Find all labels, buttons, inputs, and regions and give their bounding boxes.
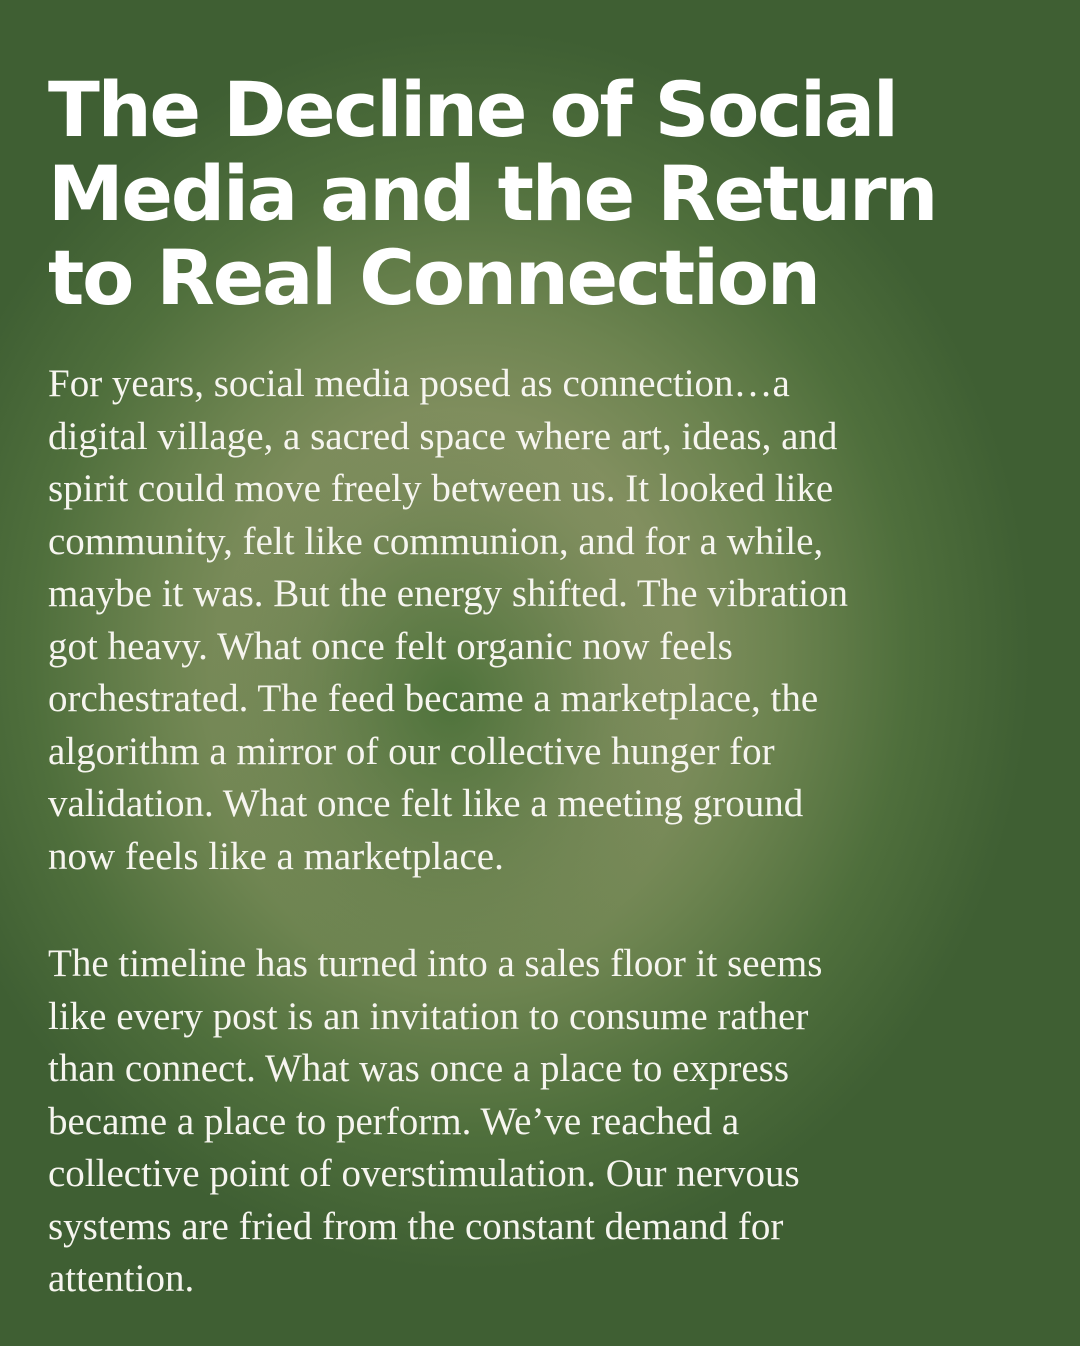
body-line: got heavy. What once felt organic now feels: [48, 624, 733, 668]
body-paragraph-2: [48, 938, 1048, 1306]
body-line: attention.: [48, 1257, 195, 1300]
title-line: Media and the Return: [48, 149, 937, 238]
body-line: The timeline has turned into a sales floor it seems: [48, 942, 823, 985]
body-paragraph-1: [48, 358, 1048, 883]
body-line: collective point of overstimulation. Our nervous: [48, 1152, 800, 1195]
body-line: For years, social media posed as connection…a: [48, 362, 790, 405]
body-line: algorithm a mirror of our collective hunger for: [48, 729, 775, 773]
body-line: than connect. What was once a place to express: [48, 1047, 790, 1090]
body-line: became a place to perform. We’ve reached a: [48, 1099, 740, 1143]
body-line: digital village, a sacred space where art, ideas, and: [48, 414, 838, 458]
body-line: maybe it was. But the energy shifted. The vibration: [48, 572, 849, 615]
body-line: systems are fried from the constant demand for: [48, 1204, 784, 1248]
title-line: The Decline of Social: [48, 65, 897, 154]
post-title: [48, 65, 1048, 322]
body-line: like every post is an invitation to consume rather: [48, 994, 809, 1038]
body-line: validation. What once felt like a meeting ground: [48, 782, 804, 825]
body-line: spirit could move freely between us. It looked like: [48, 467, 834, 510]
body-line: now feels like a marketplace.: [48, 834, 504, 878]
body-line: orchestrated. The feed became a marketplace, the: [48, 677, 819, 720]
title-line: to Real Connection: [48, 233, 819, 322]
body-line: community, felt like communion, and for a while,: [48, 519, 824, 563]
